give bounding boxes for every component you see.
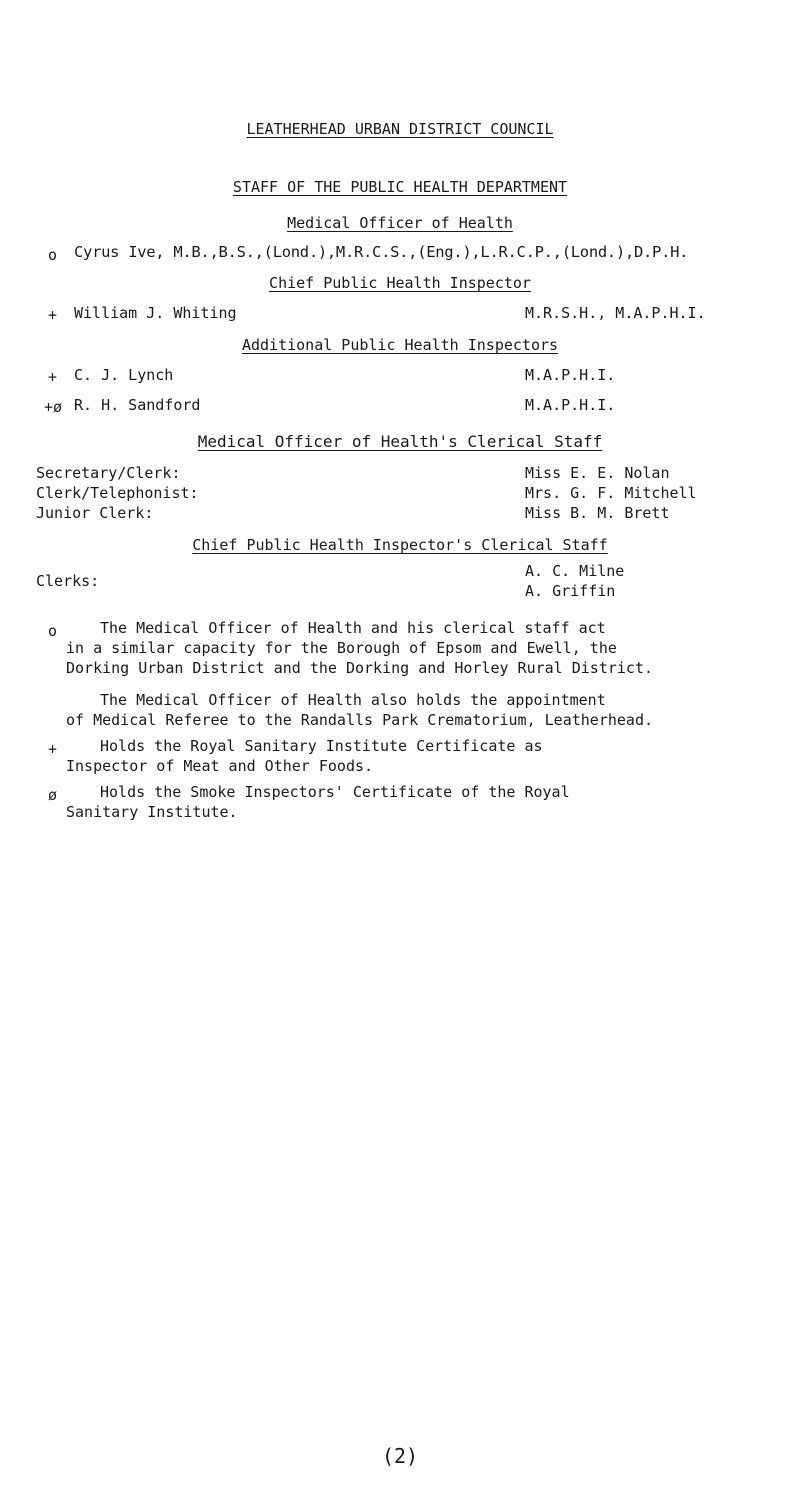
moh-mark: o [48,246,58,264]
note-line: in a similar capacity for the Borough of Epsom and Ewell, the [66,639,617,657]
clerical-role: Secretary/Clerk: [36,464,181,482]
clerical-name: Miss E. E. Nolan [525,464,670,482]
aphi-quals: M.A.P.H.I. [525,366,616,384]
note-line: The Medical Officer of Health also holds the appointment [100,691,606,709]
clerical-name: Miss B. M. Brett [525,504,670,522]
aphi-mark: + [48,368,58,386]
note-paragraph [66,736,766,776]
note-line: Holds the Smoke Inspectors' Certificate of the Royal [100,783,570,801]
note-mark: o [48,622,58,640]
moh-heading: Medical Officer of Health [287,214,513,232]
cphi-heading: Chief Public Health Inspector [269,274,531,292]
note-line: Inspector of Meat and Other Foods. [66,757,374,775]
cphi-name: William J. Whiting [74,304,237,322]
note-line: Holds the Royal Sanitary Institute Certificate as [100,737,543,755]
council-title: LEATHERHEAD URBAN DISTRICT COUNCIL [246,120,554,138]
clerks-role: Clerks: [36,572,100,590]
clerk-name: A. C. Milne [525,562,625,580]
aphi-name: C. J. Lynch [74,366,174,384]
note-line: Sanitary Institute. [66,803,238,821]
note-line: Dorking Urban District and the Dorking and Horley Rural District. [66,659,653,677]
staff-title: STAFF OF THE PUBLIC HEALTH DEPARTMENT [232,178,568,196]
note-mark: ø [48,786,58,804]
aphi-mark: +ø [44,398,63,416]
page-number: (2) [381,1444,419,1468]
moh-name: Cyrus Ive, M.B.,B.S.,(Lond.),M.R.C.S.,(Eng.),L.R.C.P.,(Lond.),D.P.H. [74,243,689,261]
note-paragraph [66,690,766,730]
clerical-role: Clerk/Telephonist: [36,484,199,502]
note-paragraph [66,782,766,822]
cphi-mark: + [48,306,58,324]
aphi-quals: M.A.P.H.I. [525,396,616,414]
aphi-heading: Additional Public Health Inspectors [241,336,559,354]
clerical-role: Junior Clerk: [36,504,154,522]
note-line: The Medical Officer of Health and his clerical staff act [100,619,606,637]
clerk-name: A. Griffin [525,582,616,600]
cphi-quals: M.R.S.H., M.A.P.H.I. [525,304,706,322]
note-paragraph [66,618,766,678]
note-line: of Medical Referee to the Randalls Park Crematorium, Leatherhead. [66,711,653,729]
note-mark: + [48,740,58,758]
clerical-name: Mrs. G. F. Mitchell [525,484,697,502]
moh-clerical-heading: Medical Officer of Health's Clerical Staff [197,432,603,451]
cphi-clerical-heading: Chief Public Health Inspector's Clerical Staff [192,536,608,554]
aphi-name: R. H. Sandford [74,396,201,414]
